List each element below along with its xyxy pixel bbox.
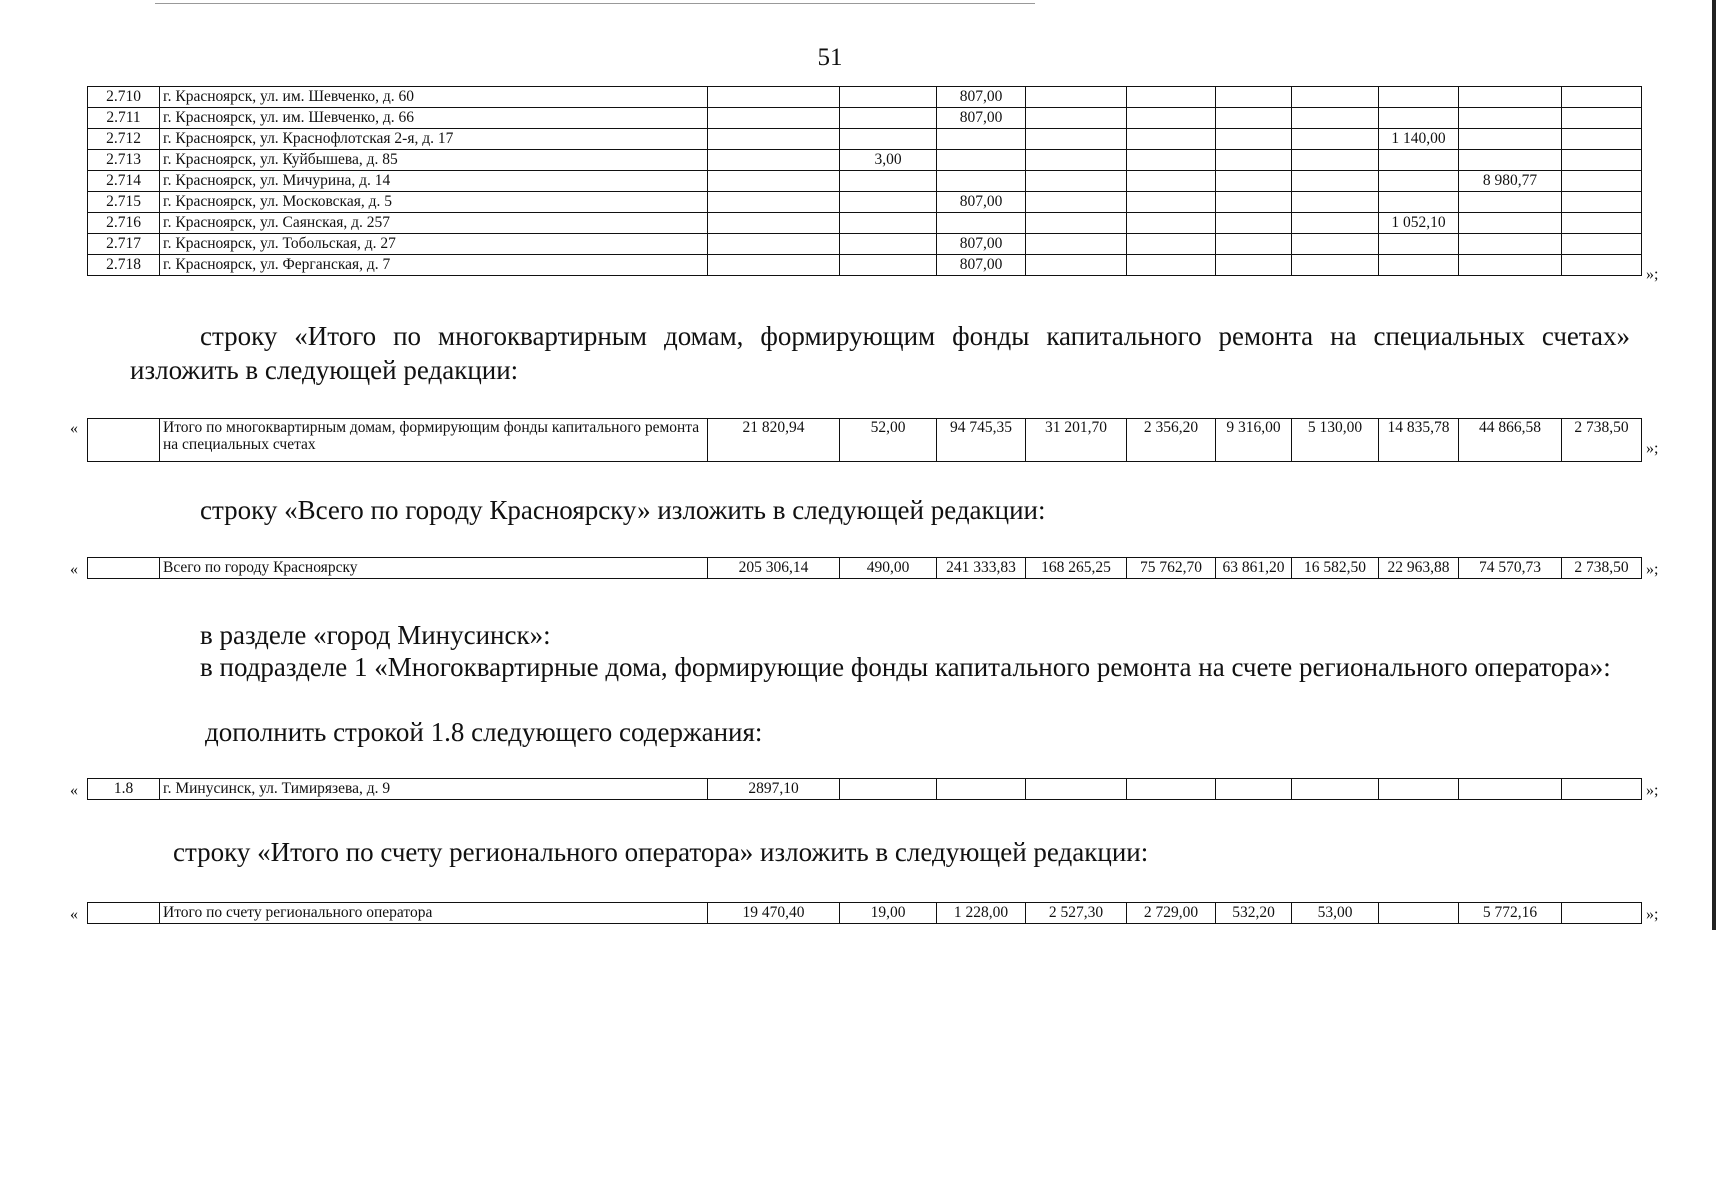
value-cell (1216, 150, 1292, 171)
open-quote: « (70, 561, 78, 578)
row-number (88, 558, 160, 579)
value-cell (840, 213, 937, 234)
value-cell (840, 255, 937, 276)
value-cell: 19,00 (840, 903, 937, 924)
scan-right-edge (1712, 0, 1716, 930)
table-row (88, 558, 1642, 579)
row-number: 2.716 (88, 213, 160, 234)
value-cell (1216, 87, 1292, 108)
value-cell (1292, 255, 1379, 276)
value-cell (1459, 779, 1562, 800)
paragraph-minusinsk-subsection: в подразделе 1 «Многоквартирные дома, формирующие фонды капитального ремонта на счете регионального оператора»: (200, 652, 1611, 682)
value-cell: 8 980,77 (1459, 171, 1562, 192)
value-cell (1379, 234, 1459, 255)
value-cell: 52,00 (840, 419, 937, 462)
row-number: 2.717 (88, 234, 160, 255)
value-cell (708, 87, 840, 108)
value-cell (708, 213, 840, 234)
value-cell: 5 772,16 (1459, 903, 1562, 924)
value-cell (1216, 108, 1292, 129)
value-cell (1216, 779, 1292, 800)
value-cell: 2 738,50 (1562, 558, 1642, 579)
address-cell: г. Красноярск, ул. Саянская, д. 257 (160, 213, 708, 234)
value-cell (1459, 108, 1562, 129)
value-cell (1127, 234, 1216, 255)
value-cell (1379, 255, 1459, 276)
value-cell (1127, 255, 1216, 276)
value-cell (1026, 213, 1127, 234)
value-cell (1562, 192, 1642, 213)
value-cell (840, 108, 937, 129)
value-cell (1562, 234, 1642, 255)
value-cell: 807,00 (937, 255, 1026, 276)
value-cell: 5 130,00 (1292, 419, 1379, 462)
value-cell (1562, 129, 1642, 150)
value-cell (1127, 171, 1216, 192)
value-cell (1127, 129, 1216, 150)
paragraph-total-regional-operator: строку «Итого по счету регионального оператора» изложить в следующей редакции: (173, 837, 1149, 867)
address-cell: г. Красноярск, ул. Краснофлотская 2-я, д. 17 (160, 129, 708, 150)
value-cell (1127, 87, 1216, 108)
value-cell (1292, 150, 1379, 171)
table-row (88, 213, 1642, 234)
value-cell (937, 213, 1026, 234)
value-cell (1292, 171, 1379, 192)
value-cell: 19 470,40 (708, 903, 840, 924)
value-cell (708, 234, 840, 255)
value-cell: 807,00 (937, 87, 1026, 108)
value-cell (708, 150, 840, 171)
value-cell (1026, 87, 1127, 108)
value-cell: 75 762,70 (1127, 558, 1216, 579)
value-cell: 9 316,00 (1216, 419, 1292, 462)
table-row (88, 171, 1642, 192)
value-cell: 807,00 (937, 108, 1026, 129)
value-cell: 16 582,50 (1292, 558, 1379, 579)
value-cell: 490,00 (840, 558, 937, 579)
value-cell (1379, 150, 1459, 171)
value-cell (1292, 779, 1379, 800)
address-cell: г. Красноярск, ул. Куйбышева, д. 85 (160, 150, 708, 171)
open-quote: « (70, 420, 78, 437)
value-cell (708, 192, 840, 213)
value-cell: 2 729,00 (1127, 903, 1216, 924)
value-cell: 94 745,35 (937, 419, 1026, 462)
value-cell: 807,00 (937, 192, 1026, 213)
value-cell (1127, 779, 1216, 800)
value-cell: 44 866,58 (1459, 419, 1562, 462)
value-cell (1026, 171, 1127, 192)
value-cell: 241 333,83 (937, 558, 1026, 579)
value-cell (937, 129, 1026, 150)
value-cell: 21 820,94 (708, 419, 840, 462)
table-totals-special-accounts (87, 418, 1642, 462)
row-title: Итого по многоквартирным домам, формирующим фонды капитального ремонта на специальных счетах (160, 419, 708, 462)
row-number: 2.710 (88, 87, 160, 108)
address-cell: г. Красноярск, ул. им. Шевченко, д. 60 (160, 87, 708, 108)
value-cell (1026, 255, 1127, 276)
value-cell (1562, 903, 1642, 924)
address-cell: г. Красноярск, ул. Московская, д. 5 (160, 192, 708, 213)
value-cell: 2897,10 (708, 779, 840, 800)
table-total-regional-operator (87, 902, 1642, 924)
value-cell (1216, 171, 1292, 192)
value-cell (1127, 192, 1216, 213)
value-cell (1379, 192, 1459, 213)
value-cell (1026, 108, 1127, 129)
value-cell: 2 738,50 (1562, 419, 1642, 462)
table-row (88, 234, 1642, 255)
value-cell: 532,20 (1216, 903, 1292, 924)
value-cell: 53,00 (1292, 903, 1379, 924)
value-cell (1026, 129, 1127, 150)
row-number (88, 419, 160, 462)
value-cell (1379, 87, 1459, 108)
table-row (88, 129, 1642, 150)
page-number: 51 (817, 44, 843, 71)
close-quote: »; (1646, 561, 1659, 578)
open-quote: « (70, 906, 78, 923)
value-cell (1216, 192, 1292, 213)
scan-top-line (155, 3, 1035, 4)
address-cell: г. Красноярск, ул. им. Шевченко, д. 66 (160, 108, 708, 129)
value-cell (708, 108, 840, 129)
value-cell (1379, 108, 1459, 129)
value-cell (1459, 255, 1562, 276)
value-cell (1562, 150, 1642, 171)
value-cell: 63 861,20 (1216, 558, 1292, 579)
paragraph-add-row: дополнить строкой 1.8 следующего содержания: (205, 717, 763, 747)
paragraph-totals-special-accounts: строку «Итого по многоквартирным домам, формирующим фонды капитального ремонта на специальных счетах» изложить в следующей редакции: (130, 321, 1630, 385)
address-cell: г. Красноярск, ул. Мичурина, д. 14 (160, 171, 708, 192)
value-cell (1459, 129, 1562, 150)
value-cell: 1 228,00 (937, 903, 1026, 924)
value-cell (1216, 129, 1292, 150)
value-cell (937, 779, 1026, 800)
value-cell (1026, 192, 1127, 213)
value-cell (1292, 192, 1379, 213)
value-cell (1562, 87, 1642, 108)
value-cell (708, 171, 840, 192)
value-cell (1459, 234, 1562, 255)
value-cell (1292, 87, 1379, 108)
row-title: Всего по городу Красноярску (160, 558, 708, 579)
paragraph-total-krasnoyarsk: строку «Всего по городу Красноярску» изложить в следующей редакции: (200, 495, 1046, 525)
value-cell (1026, 779, 1127, 800)
value-cell (1216, 213, 1292, 234)
value-cell (1292, 108, 1379, 129)
table-row (88, 903, 1642, 924)
value-cell (840, 87, 937, 108)
value-cell (1379, 779, 1459, 800)
value-cell: 807,00 (937, 234, 1026, 255)
value-cell (1562, 255, 1642, 276)
value-cell: 31 201,70 (1026, 419, 1127, 462)
table-new-row-minusinsk (87, 778, 1642, 800)
value-cell (1026, 150, 1127, 171)
value-cell: 14 835,78 (1379, 419, 1459, 462)
value-cell: 168 265,25 (1026, 558, 1127, 579)
value-cell: 205 306,14 (708, 558, 840, 579)
table-row (88, 150, 1642, 171)
value-cell (1562, 779, 1642, 800)
value-cell (1292, 213, 1379, 234)
value-cell (1562, 213, 1642, 234)
row-number (88, 903, 160, 924)
table-row (88, 255, 1642, 276)
value-cell (840, 779, 937, 800)
address-cell: г. Красноярск, ул. Ферганская, д. 7 (160, 255, 708, 276)
value-cell (1292, 129, 1379, 150)
value-cell (1292, 234, 1379, 255)
value-cell: 2 356,20 (1127, 419, 1216, 462)
value-cell (1026, 234, 1127, 255)
row-number: 2.715 (88, 192, 160, 213)
value-cell (1127, 213, 1216, 234)
value-cell: 22 963,88 (1379, 558, 1459, 579)
value-cell: 74 570,73 (1459, 558, 1562, 579)
value-cell: 1 052,10 (1379, 213, 1459, 234)
value-cell (1459, 150, 1562, 171)
value-cell (1127, 108, 1216, 129)
value-cell (840, 129, 937, 150)
table-row (88, 87, 1642, 108)
row-number: 2.718 (88, 255, 160, 276)
table-krasnoyarsk-rows (87, 86, 1642, 276)
row-number: 2.713 (88, 150, 160, 171)
value-cell (840, 192, 937, 213)
value-cell (1216, 255, 1292, 276)
table-row (88, 779, 1642, 800)
value-cell (840, 234, 937, 255)
address-cell: г. Минусинск, ул. Тимирязева, д. 9 (160, 779, 708, 800)
value-cell (937, 171, 1026, 192)
value-cell: 3,00 (840, 150, 937, 171)
close-quote: »; (1646, 266, 1659, 283)
value-cell: 1 140,00 (1379, 129, 1459, 150)
value-cell (1459, 213, 1562, 234)
value-cell (708, 255, 840, 276)
value-cell: 2 527,30 (1026, 903, 1127, 924)
row-number: 1.8 (88, 779, 160, 800)
table-total-krasnoyarsk (87, 557, 1642, 579)
value-cell (1379, 903, 1459, 924)
value-cell (1459, 87, 1562, 108)
value-cell (1562, 108, 1642, 129)
value-cell (937, 150, 1026, 171)
row-number: 2.714 (88, 171, 160, 192)
paragraph-minusinsk-section: в разделе «город Минусинск»: (200, 620, 551, 650)
table-row (88, 192, 1642, 213)
close-quote: »; (1646, 440, 1659, 457)
value-cell (1459, 192, 1562, 213)
value-cell (1379, 171, 1459, 192)
value-cell (1127, 150, 1216, 171)
row-number: 2.711 (88, 108, 160, 129)
value-cell (840, 171, 937, 192)
value-cell (1216, 234, 1292, 255)
value-cell (1562, 171, 1642, 192)
row-title: Итого по счету регионального оператора (160, 903, 708, 924)
value-cell (708, 129, 840, 150)
close-quote: »; (1646, 782, 1659, 799)
address-cell: г. Красноярск, ул. Тобольская, д. 27 (160, 234, 708, 255)
open-quote: « (70, 782, 78, 799)
row-number: 2.712 (88, 129, 160, 150)
table-row (88, 108, 1642, 129)
close-quote: »; (1646, 906, 1659, 923)
table-row (88, 419, 1642, 462)
